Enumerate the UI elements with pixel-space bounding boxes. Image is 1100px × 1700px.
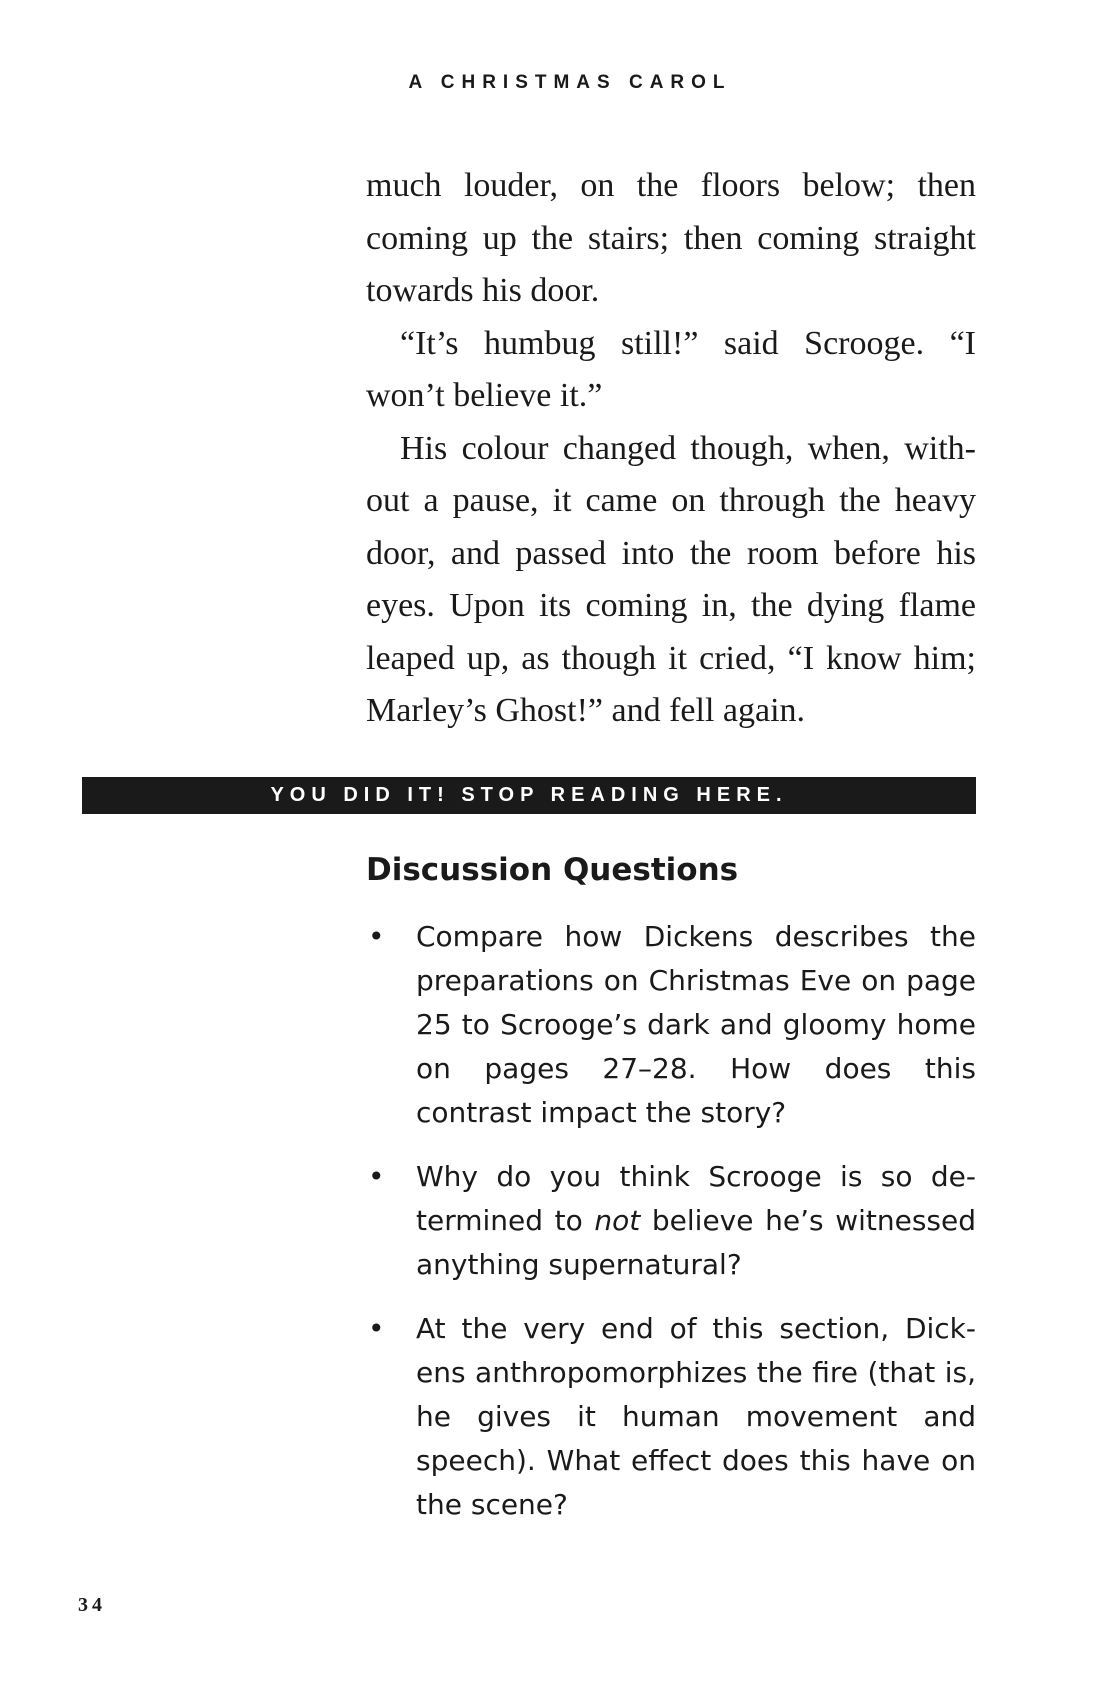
discussion-questions-heading: Discussion Questions [366,852,739,888]
question-text: Compare how Dickens describes the preparations on Christmas Eve on page 25 to Scrooge’s dark and gloomy home on pages 27–28. How does this contrast impact the story? [416,920,976,1129]
question-item [366,1155,976,1287]
emphasis-text: not [594,1204,641,1237]
story-text [366,160,976,738]
bullet-icon: • [368,1160,385,1193]
paragraph: “It’s humbug still!” said Scrooge. “I won’t believe it.” [366,324,976,414]
discussion-questions-list [366,915,976,1547]
page-number: 34 [78,1594,106,1616]
question-item [366,1307,976,1527]
question-text-post: believe he’s witnessed anything supernatural? [416,1204,977,1281]
running-head-book-title: A CHRISTMAS CAROL [408,72,732,93]
stop-reading-banner: YOU DID IT! STOP READING HERE. [82,777,976,814]
question-text-pre: Why do you think Scrooge is so de-termined to [416,1160,976,1237]
question-text: At the very end of this section, Dick-ens anthropomorphizes the fire (that is, he gives it human movement and speech). What effect does this have on the scene? [416,1312,976,1521]
bullet-icon: • [368,920,385,953]
paragraph: much louder, on the floors below; then coming up the stairs; then coming straight towards his door. [366,167,976,309]
paragraph: His colour changed though, when, with-out a pause, it came on through the heavy door, and passed into the room before his eyes. Upon its coming in, the dying flame leaped up, as though it cried, “I know him; Marley’s Ghost!” and fell again. [366,429,976,729]
bullet-icon: • [368,1312,385,1345]
question-item [366,915,976,1135]
